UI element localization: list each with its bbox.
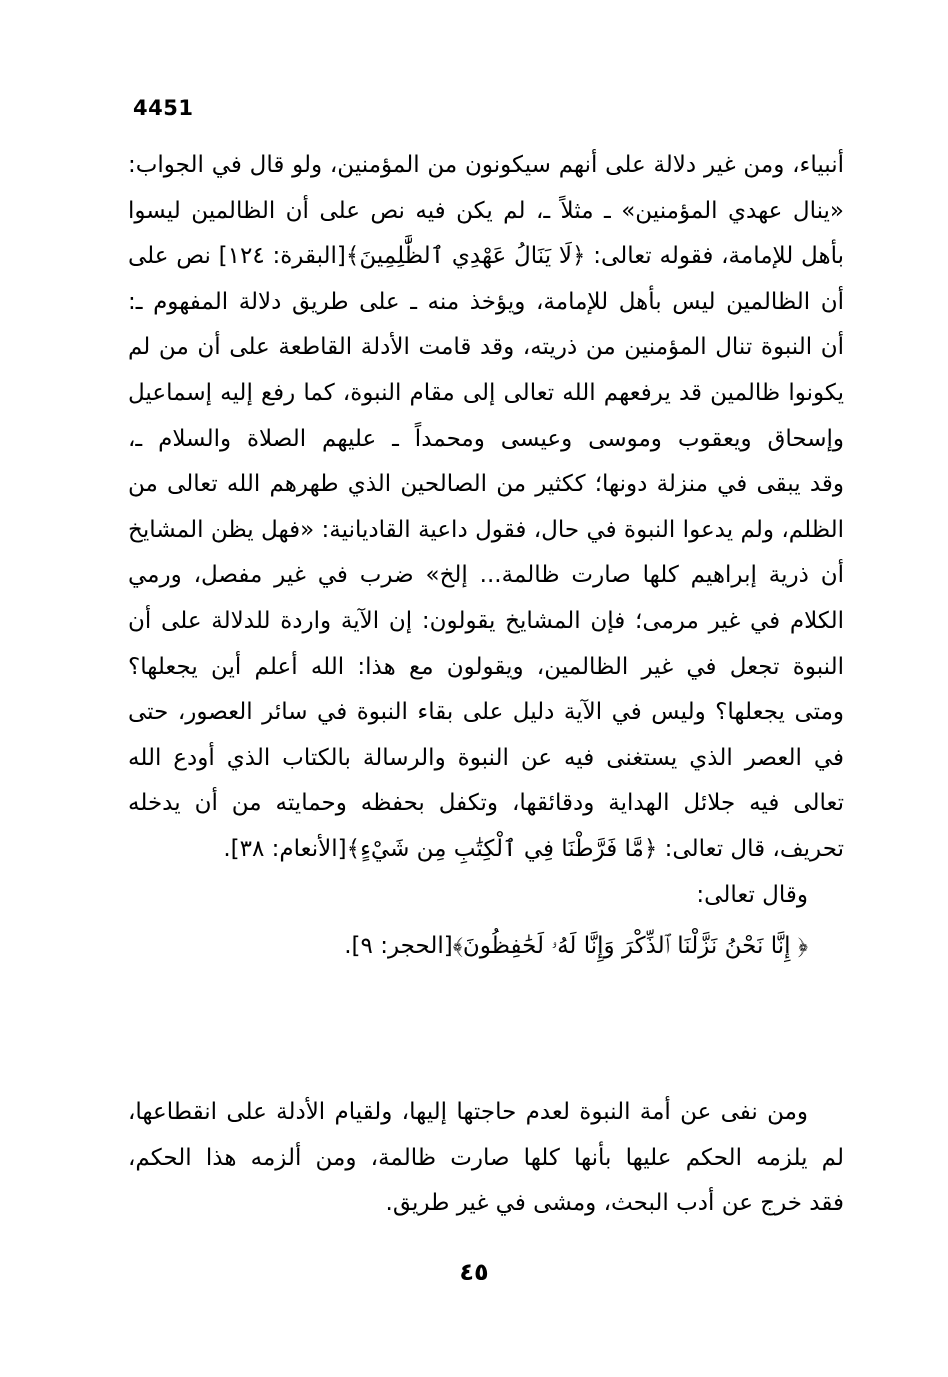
body-line: وقد يبقى في منزلة دونها؛ ككثير من الصالحين الذي طهرهم الله تعالى من <box>128 471 844 498</box>
quran-verse: ﴿ إِنَّا نَحْنُ نَزَّلْنَا ٱلذِّكْرَ وَإِنَّا لَهُۥ لَحَٰفِظُونَ﴾[الحجر: ٩]. <box>344 933 808 960</box>
body-line: أن الظالمين ليس بأهل للإمامة، ويؤخذ منه ـ على طريق دلالة المفهوم ـ: <box>128 288 844 315</box>
body-line: أن ذرية إبراهيم كلها صارت ظالمة... إلخ» ضرب في غير مفصل، ورمي <box>128 562 844 589</box>
body-line: يكونوا ظالمين قد يرفعهم الله تعالى إلى مقام النبوة، كما رفع إليه إسماعيل <box>128 379 844 406</box>
body-line: أن النبوة تنال المؤمنين من ذريته، وقد قامت الأدلة القاطعة على أن من لم <box>128 334 844 361</box>
closing-line-last: فقد خرج عن أدب البحث، ومشى في غير طريق. <box>385 1190 844 1217</box>
page-id-number: 4451 <box>133 96 194 120</box>
main-paragraph <box>128 143 844 970</box>
body-line: تعالى فيه جلائل الهداية ودقائقها، وتكفل بحفظه وحمايته من أن يدخله <box>128 790 844 817</box>
body-line: «ينال عهدي المؤمنين» ـ مثلاً ـ، لم يكن فيه نص على أن الظالمين ليسوا <box>128 197 844 224</box>
body-line: وإسحاق ويعقوب وموسى وعيسى ومحمداً ـ عليهم الصلاة والسلام ـ، <box>128 425 844 452</box>
body-line: أنبياء، ومن غير دلالة على أنهم سيكونون من المؤمنين، ولو قال في الجواب: <box>128 152 844 178</box>
body-line: النبوة تجعل في غير الظالمين، ويقولون مع هذا: الله أعلم أين يجعلها؟ <box>128 653 844 680</box>
closing-line: لم يلزمه الحكم عليها بأنها كلها صارت ظالمة، ومن ألزمه هذا الحكم، <box>128 1144 844 1171</box>
body-line: الظلم، ولم يدعوا النبوة في حال، فقول داعية القاديانية: «فهل يظن المشايخ <box>128 516 844 543</box>
body-line-last: تحريف، قال تعالى: ﴿مَّا فَرَّطْنَا فِي ٱلْكِتَٰبِ مِن شَيْءٍ﴾[الأنعام: ٣٨]. <box>223 835 844 862</box>
body-line: ومتى يجعلها؟ وليس في الآية دليل على بقاء النبوة في سائر العصور، حتى <box>128 699 844 726</box>
body-line: في العصر الذي يستغنى فيه عن النبوة والرسالة بالكتاب الذي أودع الله <box>128 744 844 771</box>
page-number: ٤٥ <box>459 1258 489 1286</box>
closing-line: ومن نفى عن أمة النبوة لعدم حاجتها إليها، ولقيام الأدلة على انقطاعها، <box>128 1099 808 1125</box>
body-line: الكلام في غير مرمى؛ فإن المشايخ يقولون: إن الآية واردة للدلالة على أن <box>128 607 844 634</box>
quote-intro: وقال تعالى: <box>696 881 808 908</box>
body-line: بأهل للإمامة، فقوله تعالى: ﴿لَا يَنَالُ عَهْدِي ٱلظَّٰلِمِينَ﴾[البقرة: ١٢٤] نص على <box>128 243 844 270</box>
closing-paragraph <box>128 1090 844 1227</box>
